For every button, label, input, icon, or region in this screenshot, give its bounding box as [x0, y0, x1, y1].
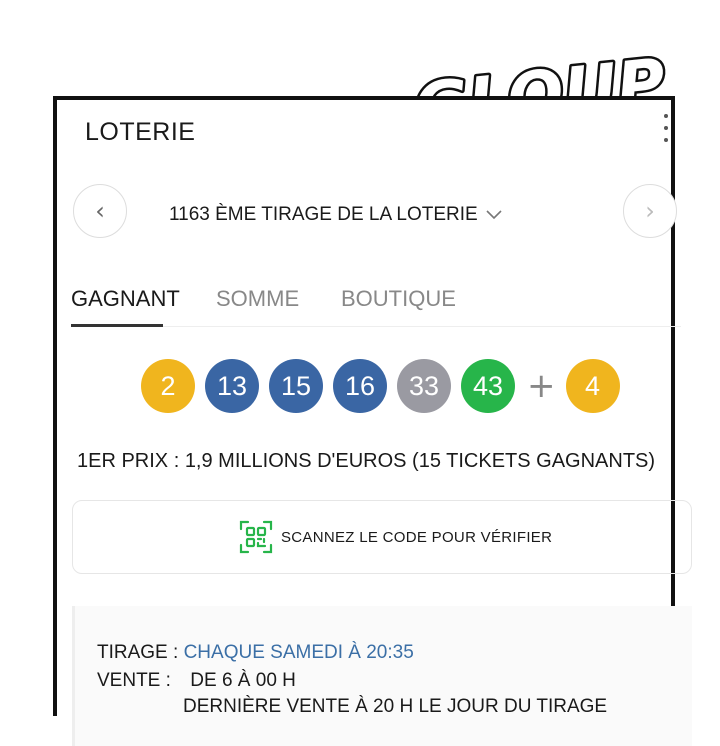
tirage-row [97, 642, 414, 664]
scan-code-button[interactable] [72, 500, 692, 574]
app-title: LOTERIE [85, 118, 196, 146]
draw-info-box [72, 606, 692, 746]
vente-note: DERNIÈRE VENTE À 20 H LE JOUR DU TIRAGE [183, 696, 608, 717]
number-ball: 13 [205, 359, 259, 413]
bonus-ball: 4 [566, 359, 620, 413]
draw-selector-dropdown[interactable] [169, 204, 502, 226]
lottery-app-panel [53, 96, 675, 716]
tirage-value: CHAQUE SAMEDI À 20:35 [183, 642, 414, 663]
draw-selector-label: 1163 ÈME TIRAGE DE LA LOTERIE [169, 204, 478, 225]
winning-numbers [141, 358, 630, 414]
chevron-down-icon [486, 210, 502, 220]
active-tab-indicator [71, 324, 163, 327]
vente-label: VENTE : [97, 670, 171, 691]
tirage-label: TIRAGE : [97, 642, 179, 663]
number-ball: 2 [141, 359, 195, 413]
previous-draw-button[interactable] [73, 184, 127, 238]
tab-gagnant[interactable]: GAGNANT [71, 286, 180, 311]
qr-scan-icon [239, 520, 273, 554]
scan-code-label: SCANNEZ LE CODE POUR VÉRIFIER [281, 528, 553, 546]
chevron-left-icon: ‹ [95, 197, 105, 225]
number-ball: 43 [461, 359, 515, 413]
kebab-menu-icon[interactable] [659, 114, 673, 142]
next-draw-button[interactable] [623, 184, 677, 238]
prize-text: 1ER PRIX : 1,9 MILLIONS D'EUROS (15 TICKETS GAGNANTS) [77, 450, 656, 472]
number-ball: 15 [269, 359, 323, 413]
plus-sign: + [527, 366, 556, 406]
tab-boutique[interactable]: BOUTIQUE [341, 286, 456, 311]
tab-somme[interactable]: SOMME [216, 286, 300, 311]
vente-value: DE 6 À 00 H [190, 670, 296, 691]
vente-row [97, 670, 296, 692]
chevron-right-icon: › [645, 197, 655, 225]
tab-bar [71, 286, 691, 326]
number-ball: 33 [397, 359, 451, 413]
number-ball: 16 [333, 359, 387, 413]
